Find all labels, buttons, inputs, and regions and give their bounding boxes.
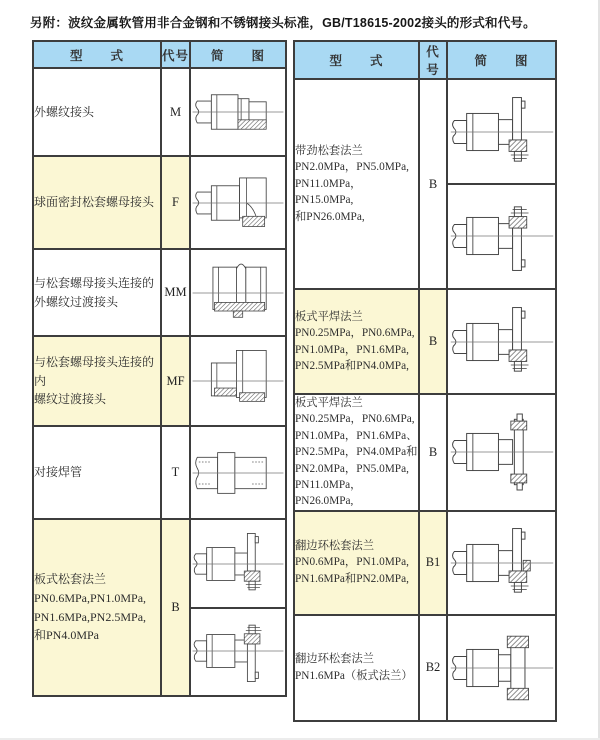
- diagram-weld-plate-flange-mid-drawing: [449, 411, 555, 493]
- header-row: [33, 41, 286, 68]
- diagram-neck-loose-flange-up-drawing: [449, 91, 555, 173]
- diagram-stack: [191, 521, 285, 694]
- fitting-type-cell: [33, 336, 161, 426]
- fitting-row-mm: [33, 249, 286, 336]
- fitting-tables: [32, 40, 557, 722]
- header-type: 型 式: [294, 41, 419, 79]
- fitting-diagram-cell: [190, 156, 286, 249]
- fitting-row-b: [33, 519, 286, 696]
- fitting-type-line: 与松套螺母接头连接的内: [34, 355, 155, 388]
- fitting-code-cell: B: [419, 394, 447, 511]
- fitting-type-cell: [294, 511, 419, 615]
- fitting-type-line: PN1.6MPa（板式法兰）: [295, 669, 413, 682]
- fitting-type-cell: [33, 519, 161, 696]
- diagram-male-female-adapter-drawing: [191, 345, 285, 417]
- header-code: 代号: [161, 41, 190, 68]
- fitting-diagram-cell: [190, 336, 286, 426]
- fitting-code-cell: F: [161, 156, 190, 249]
- diagram-flare-ring-spool-flange-drawing: [449, 627, 555, 709]
- fitting-type-line: PN1.6MPa,PN2.5MPa,: [34, 609, 147, 624]
- fitting-type-line: 翻边环松套法兰: [295, 540, 375, 553]
- diagram-double-male-adapter: [191, 257, 285, 329]
- diagram-male-thread-fitting: [191, 76, 285, 148]
- fitting-type-line: 翻边环松套法兰: [295, 653, 375, 666]
- fitting-row-b: [294, 289, 556, 394]
- fitting-diagram-cell: [447, 394, 556, 511]
- fitting-type-line: 和PN26.0MPa,: [295, 210, 365, 223]
- fitting-diagram-cell: [190, 519, 286, 696]
- fitting-table-right: [293, 40, 557, 722]
- fitting-code-cell: B: [161, 519, 190, 696]
- fitting-type-line: PN1.0MPa，PN1.6MPa,: [295, 343, 409, 356]
- page-title: 另附：波纹金属软管用非合金钢和不锈钢接头标准，GB/T18615-2002接头的形式和代号。: [30, 16, 536, 30]
- fitting-type-line: PN2.5MPa，PN4.0MPa和: [295, 446, 418, 459]
- fitting-type-line: PN2.5MPa和PN4.0MPa,: [295, 359, 409, 372]
- fitting-type-cell: [294, 289, 419, 394]
- fitting-type-line: PN2.0MPa，PN5.0MPa,: [295, 462, 409, 475]
- fitting-type-line: 板式平焊法兰: [295, 310, 363, 323]
- fitting-type-cell: [33, 156, 161, 249]
- fitting-diagram-cell: [190, 249, 286, 336]
- fitting-type-line: 板式平焊法兰: [295, 397, 363, 409]
- header-diagram: 简 图: [190, 41, 286, 68]
- diagram-plate-loose-flange-up: [191, 521, 285, 609]
- table-right-body: [294, 79, 556, 721]
- fitting-type-line: 外螺纹接头: [34, 104, 95, 119]
- fitting-row-m: [33, 68, 286, 156]
- fitting-type-line: 和PN4.0MPa: [34, 628, 100, 643]
- fitting-row-b1: [294, 511, 556, 615]
- fitting-type-line: 板式松套法兰: [34, 572, 107, 587]
- header-row: [294, 41, 556, 79]
- fitting-diagram-cell: [447, 79, 556, 289]
- fitting-diagram-cell: [447, 511, 556, 615]
- diagram-butt-weld-pipe-drawing: [191, 437, 285, 509]
- fitting-diagram-cell: [190, 426, 286, 519]
- diagram-weld-plate-flange-up: [448, 301, 555, 383]
- diagram-male-thread-fitting-drawing: [191, 76, 285, 148]
- fitting-diagram-cell: [447, 615, 556, 721]
- fitting-type-line: PN2.0MPa，PN5.0MPa,: [295, 161, 409, 174]
- table-left-body: [33, 68, 286, 696]
- fitting-type-cell: [294, 79, 419, 289]
- fitting-type-cell: [294, 394, 419, 511]
- fitting-type-cell: [33, 249, 161, 336]
- diagram-male-female-adapter: [191, 345, 285, 417]
- fitting-code-cell: B2: [419, 615, 447, 721]
- fitting-row-mf: [33, 336, 286, 426]
- fitting-type-line: 与松套螺母接头连接的: [34, 275, 155, 290]
- diagram-flare-ring-flange-up: [448, 522, 555, 604]
- fitting-code-cell: B: [419, 289, 447, 394]
- fitting-row-t: [33, 426, 286, 519]
- fitting-type-line: PN11.0MPa，PN15.0MPa,: [295, 177, 362, 207]
- diagram-swivel-nut-fitting-drawing: [191, 167, 285, 239]
- fitting-type-line: 外螺纹过渡接头: [34, 294, 119, 309]
- fitting-type-line: PN0.6MPa，PN1.0MPa,: [295, 556, 409, 569]
- diagram-weld-plate-flange-up-drawing: [449, 301, 555, 383]
- fitting-type-cell: [33, 426, 161, 519]
- diagram-double-male-adapter-drawing: [191, 257, 285, 329]
- diagram-butt-weld-pipe: [191, 437, 285, 509]
- fitting-diagram-cell: [190, 68, 286, 156]
- fitting-type-line: PN0.6MPa,PN1.0MPa,: [34, 590, 147, 605]
- fitting-type-line: PN0.25MPa，PN0.6MPa,: [295, 413, 415, 426]
- diagram-flare-ring-spool-flange: [448, 627, 555, 709]
- fitting-table-left: [32, 40, 287, 697]
- fitting-code-cell: MF: [161, 336, 190, 426]
- diagram-stack: [448, 81, 555, 287]
- fitting-row-b: [294, 79, 556, 289]
- diagram-plate-loose-flange-down: [191, 609, 285, 695]
- fitting-diagram-cell: [447, 289, 556, 394]
- fitting-type-cell: [33, 68, 161, 156]
- fitting-type-line: 对接焊管: [34, 465, 83, 480]
- fitting-code-cell: B: [419, 79, 447, 289]
- diagram-neck-loose-flange-up: [448, 81, 555, 185]
- fitting-code-cell: B1: [419, 511, 447, 615]
- fitting-row-f: [33, 156, 286, 249]
- header-diagram: 简 图: [447, 41, 556, 79]
- fitting-type-cell: [294, 615, 419, 721]
- fitting-row-b: [294, 394, 556, 511]
- diagram-neck-loose-flange-down: [448, 185, 555, 287]
- diagram-plate-loose-flange-up-drawing: [191, 528, 285, 600]
- diagram-plate-loose-flange-down-drawing: [191, 615, 285, 687]
- header-type: 型 式: [33, 41, 161, 68]
- diagram-weld-plate-flange-mid: [448, 411, 555, 493]
- fitting-type-line: 螺纹过渡接头: [34, 392, 107, 407]
- fitting-type-line: PN11.0MPa，PN26.0MPa,: [295, 478, 362, 508]
- fitting-code-cell: MM: [161, 249, 190, 336]
- fitting-code-cell: T: [161, 426, 190, 519]
- fitting-type-line: PN1.0MPa，PN1.6MPa、: [295, 429, 418, 442]
- fitting-code-cell: M: [161, 68, 190, 156]
- diagram-flare-ring-flange-up-drawing: [449, 522, 555, 604]
- diagram-neck-loose-flange-down-drawing: [449, 195, 555, 277]
- header-code: 代号: [419, 41, 447, 79]
- diagram-swivel-nut-fitting: [191, 167, 285, 239]
- fitting-type-line: 球面密封松套螺母接头: [34, 195, 155, 210]
- fitting-type-line: PN0.25MPa，PN0.6MPa,: [295, 327, 415, 340]
- fitting-type-line: 带劲松套法兰: [295, 145, 363, 158]
- fitting-row-b2: [294, 615, 556, 721]
- fitting-type-line: PN1.6MPa和PN2.0MPa,: [295, 572, 409, 585]
